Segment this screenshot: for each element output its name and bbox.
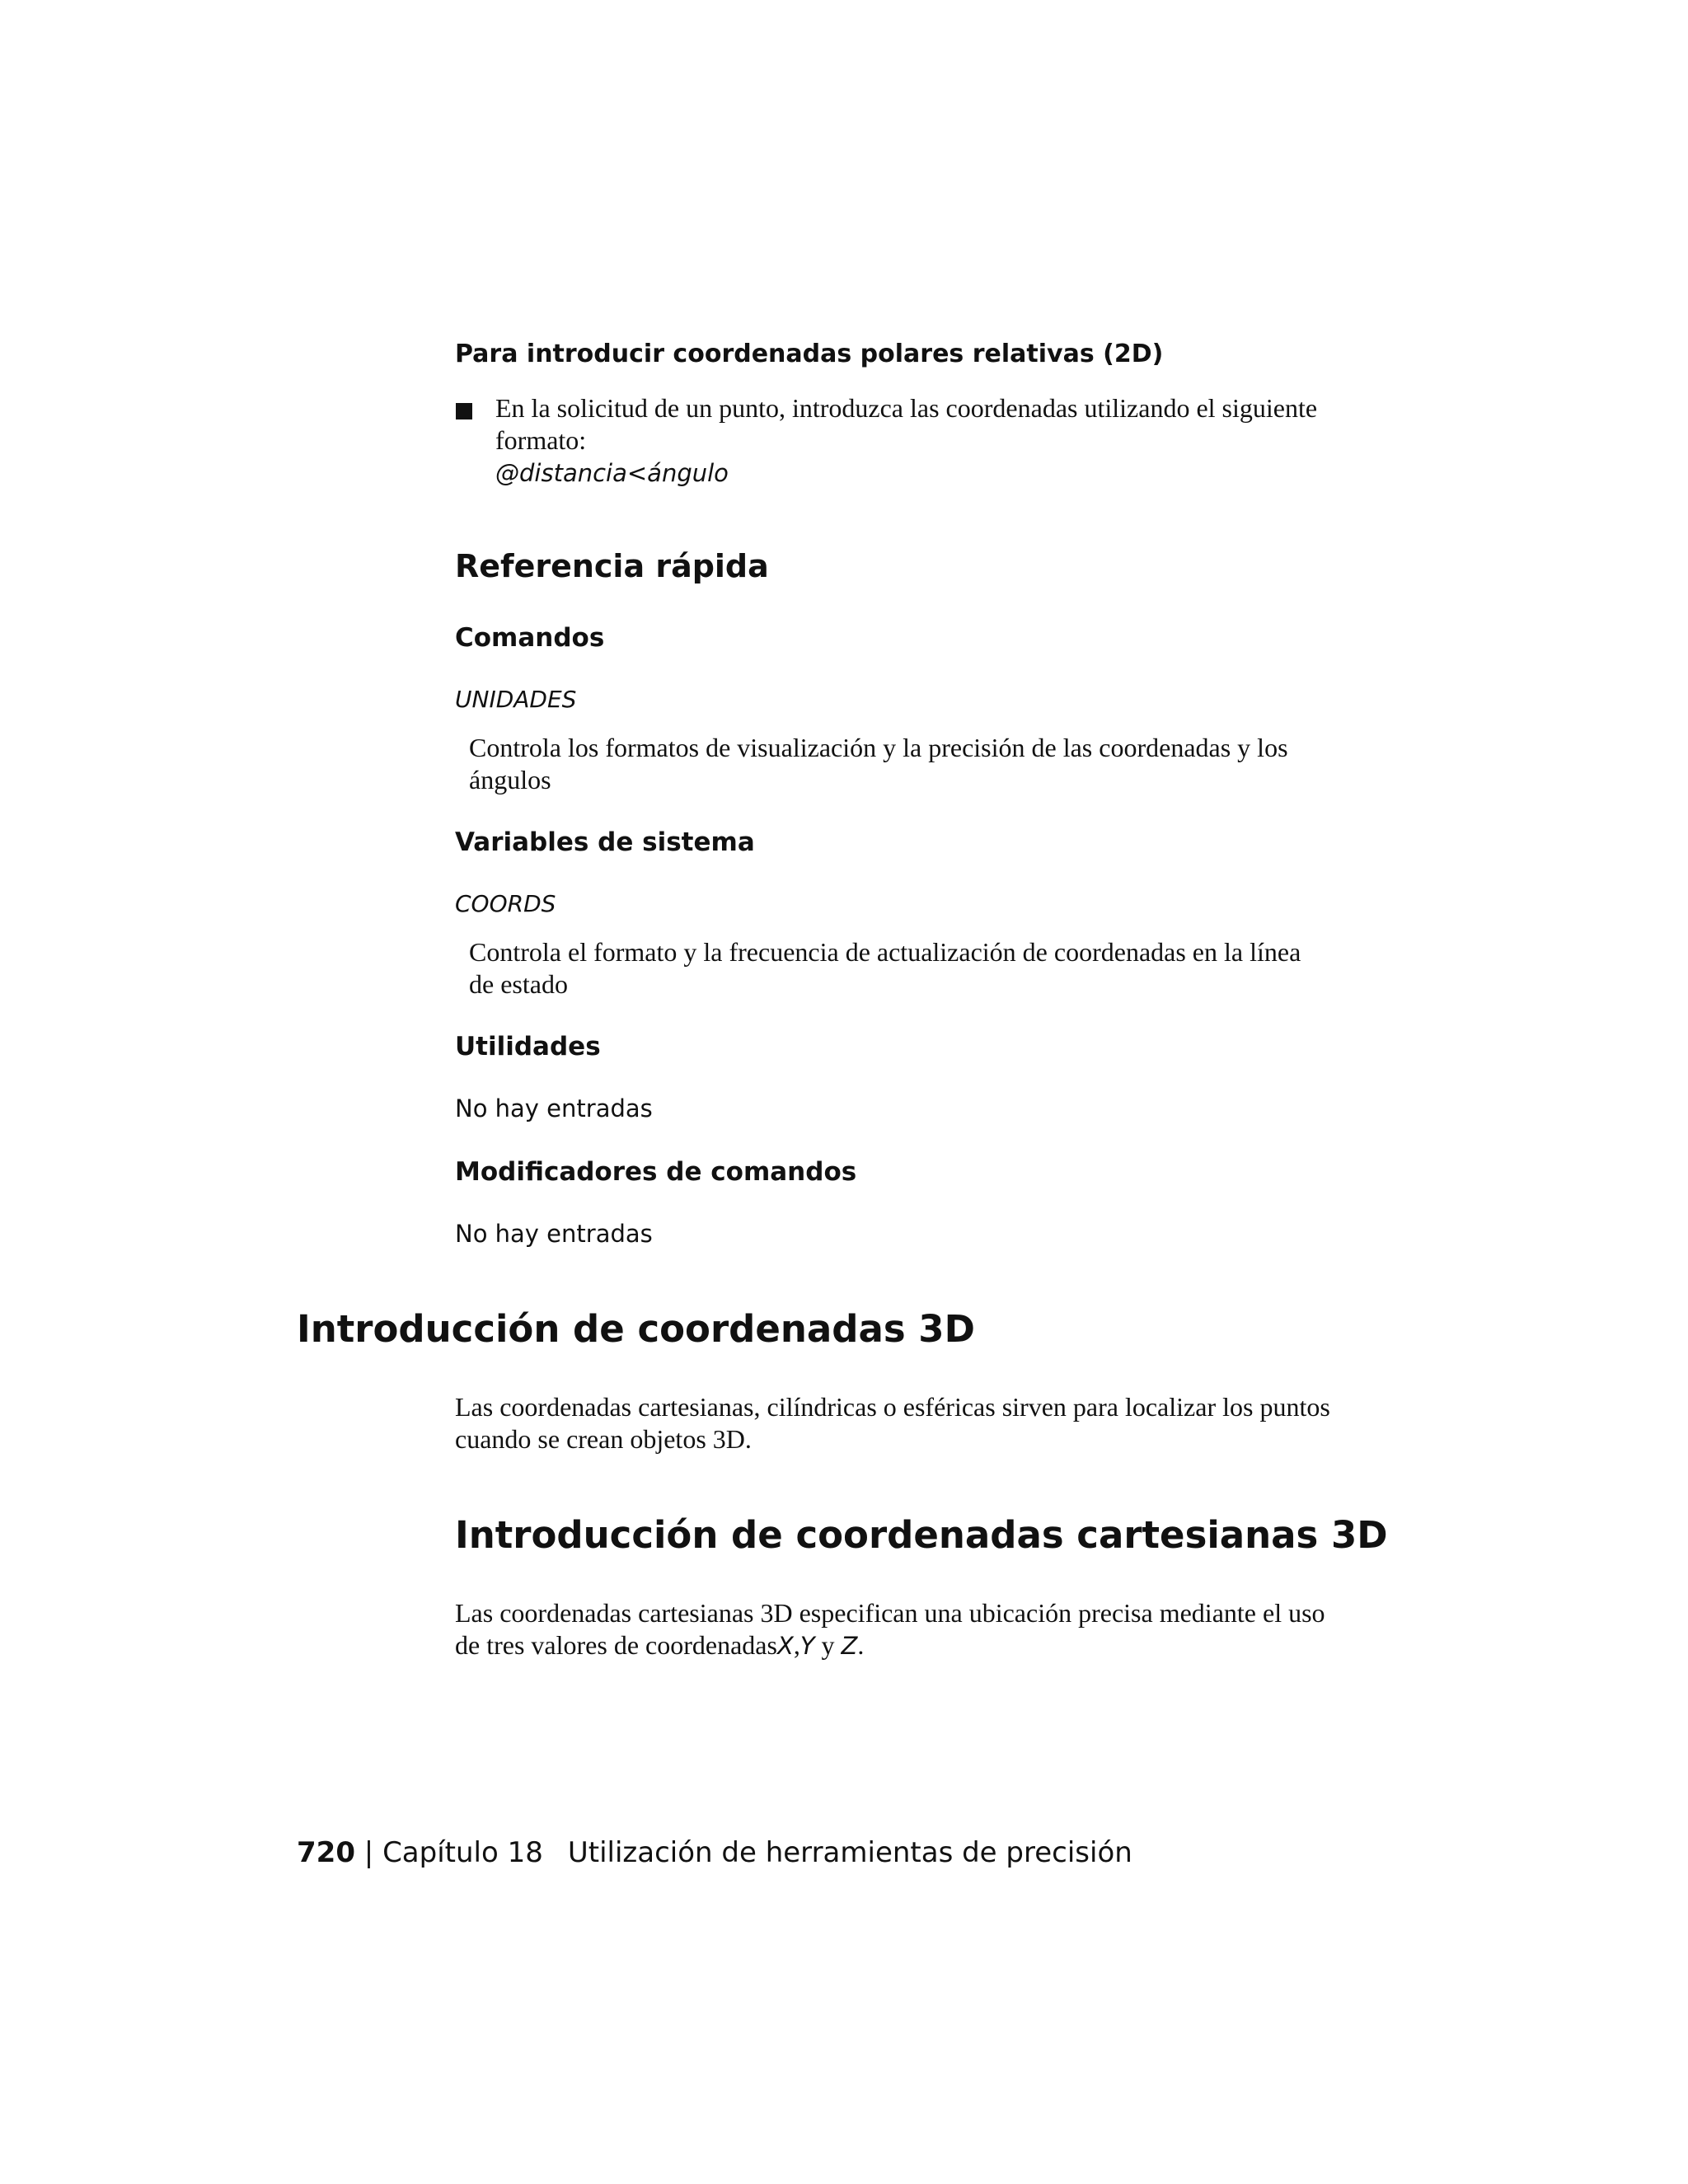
chapter-label: Capítulo 18	[382, 1836, 543, 1869]
bullet-square-icon	[456, 403, 472, 419]
section-3d-paragraph: Las coordenadas cartesianas, cilíndricas o esféricas sirven para localizar los puntos cuando se crean objetos 3D.	[455, 1392, 1330, 1454]
comma: ,	[793, 1630, 800, 1660]
command-description: Controla los formatos de visualización y la precisión de las coordenadas y los ángulos	[469, 733, 1288, 794]
section-3d-title: Introducción de coordenadas 3D	[297, 1307, 975, 1351]
bullet-text: En la solicitud de un punto, introduzca las coordenadas utilizando el siguiente formato:	[495, 393, 1318, 455]
footer-separator: |	[354, 1836, 383, 1869]
command-unidades: UNIDADES	[455, 686, 577, 713]
page-number: 720	[297, 1836, 355, 1869]
section-cartesian-3d-title: Introducción de coordenadas cartesianas 3D	[455, 1513, 1388, 1557]
utilities-value: No hay entradas	[455, 1094, 653, 1122]
utilities-heading: Utilidades	[455, 1032, 601, 1062]
axis-y: Y	[799, 1632, 815, 1660]
command-modifiers-value: No hay entradas	[455, 1220, 653, 1248]
commands-heading: Comandos	[455, 623, 605, 653]
quick-reference-title: Referencia rápida	[455, 548, 769, 584]
axis-z: Z	[841, 1632, 858, 1660]
conjunction: y	[814, 1630, 842, 1660]
system-variables-heading: Variables de sistema	[455, 827, 755, 857]
page-footer	[297, 1836, 1132, 1869]
paragraph-start: Las coordenadas cartesianas 3D especifican una ubicación precisa mediante el uso de tres valores de coordenadas	[455, 1598, 1325, 1660]
variable-description: Controla el formato y la frecuencia de actualización de coordenadas en la línea de estado	[469, 937, 1301, 999]
bullet-format: @distancia<ángulo	[495, 459, 729, 487]
section-cartesian-3d-paragraph	[455, 1597, 1345, 1662]
axis-x: X	[776, 1632, 794, 1660]
variable-coords: COORDS	[455, 890, 556, 917]
chapter-title: Utilización de herramientas de precisión	[567, 1836, 1132, 1869]
period: .	[857, 1630, 865, 1660]
procedure-title: Para introducir coordenadas polares relativas (2D)	[455, 340, 1164, 368]
command-modifiers-heading: Modificadores de comandos	[455, 1157, 857, 1187]
